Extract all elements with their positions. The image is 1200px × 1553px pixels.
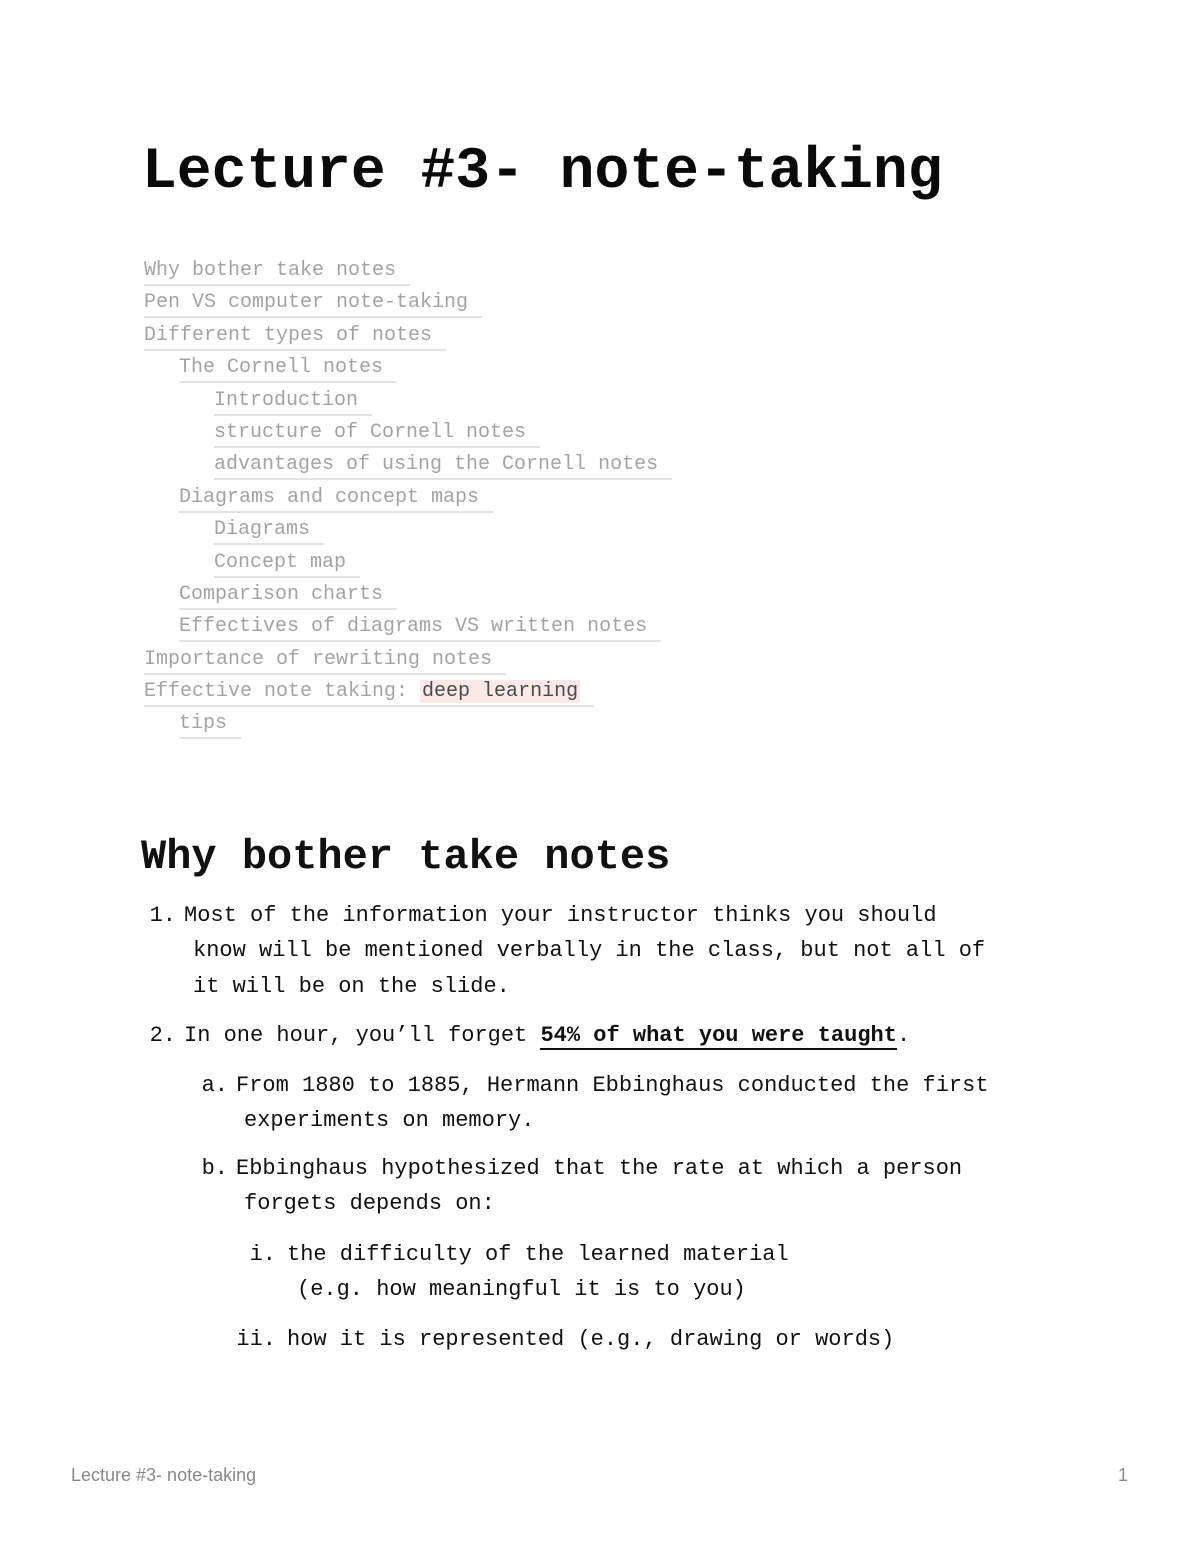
list-item-line: (e.g. how meaningful it is to you) [297,1277,746,1302]
list-item-line: Ebbinghaus hypothesized that the rate at which a person [236,1156,963,1181]
toc-highlight: deep learning [422,680,579,704]
toc-item-comparison-charts [144,580,672,612]
list-item-text: In one hour, you’ll forget [184,1023,541,1048]
list-item-line: the difficulty of the learned material [287,1242,789,1267]
toc-item-effective-note-taking [144,677,672,709]
toc-item-tips [144,709,672,741]
toc-item-rewriting [144,645,672,677]
toc-link[interactable]: Diagrams [214,517,324,545]
list-marker: 1. [149,903,176,928]
toc-link[interactable]: Diagrams and concept maps [179,485,493,513]
list-marker: i. [249,1242,276,1267]
list-item-line: Most of the information your instructor thinks you should [184,903,937,928]
toc-link[interactable]: The Cornell notes [179,355,397,383]
toc-item-why-bother [144,256,672,288]
page-number: 1 [1117,1465,1128,1485]
list-item-line: forgets depends on: [244,1191,495,1216]
toc-link[interactable] [144,679,594,707]
list-marker: b. [201,1156,228,1181]
toc-item-pen-vs-computer [144,288,672,320]
toc-link[interactable]: structure of Cornell notes [214,420,540,448]
toc-link[interactable]: Introduction [214,388,372,416]
list-item-line: From 1880 to 1885, Hermann Ebbinghaus conducted the first [236,1073,989,1098]
list-item-text: . [896,1023,911,1048]
toc-item-diagrams-concept-maps [144,483,672,515]
toc-link[interactable]: Pen VS computer note-taking [144,290,482,318]
emphasis-text: 54% of what you were taught [540,1023,897,1048]
toc-link[interactable]: Importance of rewriting notes [144,647,506,675]
list-marker: a. [201,1073,228,1098]
toc-link[interactable]: advantages of using the Cornell notes [214,452,672,480]
toc-item-structure [144,418,672,450]
list-item-line: it will be on the slide. [193,974,510,999]
toc-link[interactable]: tips [179,711,241,739]
toc-link[interactable]: Comparison charts [179,582,397,610]
toc-item-advantages [144,450,672,482]
list-item-line: experiments on memory. [244,1108,535,1133]
toc-item-concept-map [144,548,672,580]
section-heading: Why bother take notes [141,833,671,881]
list-marker: ii. [236,1327,276,1352]
toc-link[interactable]: Effectives of diagrams VS written notes [179,614,661,642]
toc-item-different-types [144,321,672,353]
toc-link[interactable]: Why bother take notes [144,258,410,286]
toc-link-text: Effective note taking: [144,680,421,704]
footer-title: Lecture #3- note-taking [71,1465,257,1485]
toc-link[interactable]: Different types of notes [144,323,446,351]
page-title: Lecture #3- note-taking [142,140,943,205]
list-marker: 2. [149,1023,176,1048]
toc-item-diagrams [144,515,672,547]
list-item-line: how it is represented (e.g., drawing or words) [287,1327,895,1352]
list-item-line: know will be mentioned verbally in the class, but not all of [193,938,986,963]
list-item-line [184,1018,910,1054]
toc-item-introduction [144,386,672,418]
toc-item-cornell-notes [144,353,672,385]
table-of-contents [144,256,672,742]
toc-link[interactable]: Concept map [214,550,360,578]
toc-item-effectives [144,612,672,644]
